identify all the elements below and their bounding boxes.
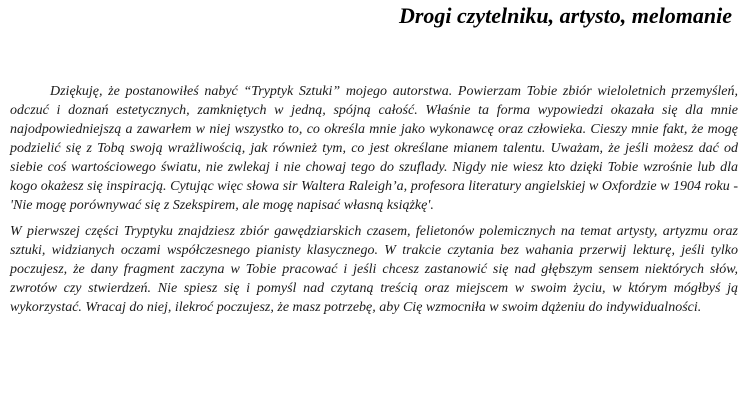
paragraph-intro: Dziękuję, że postanowiłeś nabyć “Tryptyk Sztuki” mojego autorstwa. Powierzam Tobie zbiór wieloletnich przemyśleń, odczuć i doznań estetycznych, zamkniętych w jedną, spójną całość. Właśnie ta forma wypowiedzi okazała się dla mnie najodpowiedniejszą a zawarłem w niej wszystko to, co określa mnie jako wykonawcę oraz człowieka. Cieszy mnie fakt, że mogę podzielić się z Tobą swoją wrażliwością, jak również tym, co jest określane mianem talentu. Uważam, że jeśli możesz dać od siebie coś wartościowego światu, nie zwlekaj i nie chowaj tego do szuflady. Nigdy nie wiesz kto dzięki Tobie wzrośnie lub dla kogo okażesz się inspiracją. Cytując więc słowa sir Waltera Raleigh’a, profesora literatury angielskiej w Oxfordzie w 1904 roku - 'Nie mogę porównywać się z Szekspirem, ale mogę napisać własną książkę'. — [10, 84, 738, 213]
paragraph-first-part: W pierwszej części Tryptyku znajdziesz zbiór gawędziarskich czasem, felietonów polemicznych na temat artysty, artyzmu oraz sztuki, widzianych oczami współczesnego pianisty klasycznego. W trakcie czytania bez wahania przerwij lekturę, jeśli tylko poczujesz, że dany fragment zaczyna w Tobie pracować i jeśli chcesz zastanowić się nad głębszym sensem niektórych słów, zwrotów czy stwierdzeń. Nie spiesz się i pomyśl nad czytaną treścią oraz miejscem w swoim życiu, w którym mógłbyś ją wykorzystać. Wracaj do niej, ilekroć poczujesz, że masz potrzebę, aby Cię wzmocniła w swoim dążeniu do indywidualności. — [10, 224, 738, 315]
body-text — [10, 82, 738, 317]
page-heading: Drogi czytelniku, artysto, melomanie — [398, 3, 732, 28]
